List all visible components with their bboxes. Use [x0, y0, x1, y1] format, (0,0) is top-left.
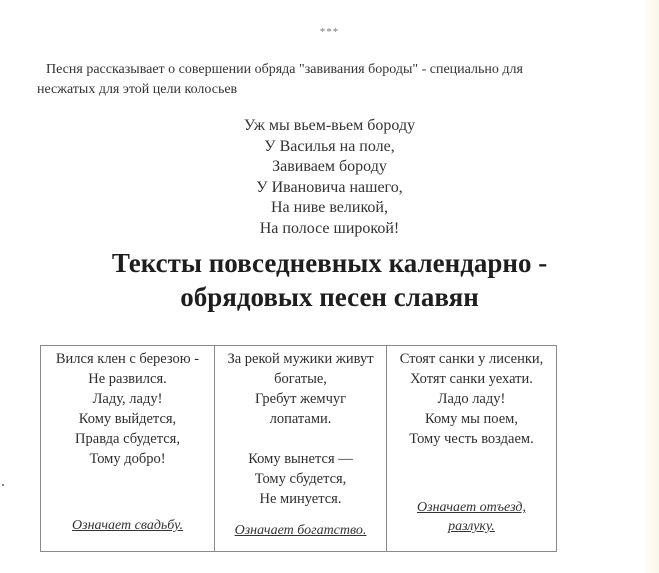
song-line: Гребут жемчуг	[254, 391, 347, 407]
song-line: Ладо ладу!	[437, 391, 506, 407]
poem-line: На ниве великой,	[271, 199, 388, 216]
poem-line: У Василья на поле,	[264, 137, 395, 155]
song-line: Не минуется.	[259, 491, 342, 507]
songs-table	[40, 345, 557, 552]
song-line: Стоят санки у лисенки,	[399, 351, 544, 367]
song-meaning	[387, 498, 556, 536]
intro-paragraph	[37, 60, 637, 100]
song-line: Вился клен с березою -	[55, 351, 200, 367]
song-line: Хотят санки уехати.	[410, 371, 533, 387]
poem-line: У Ивановича нашего,	[256, 178, 403, 196]
poem-line: На полосе широкой!	[259, 219, 400, 237]
song-cell-departure	[386, 346, 556, 551]
song-line: Кому выйдется,	[78, 411, 177, 427]
meaning-line: Означает отъезд,	[417, 500, 526, 515]
song-line: За рекой мужики живут	[227, 351, 374, 367]
song-meaning	[41, 516, 214, 535]
song-line: Не развился.	[88, 371, 167, 387]
song-cell-wedding	[41, 346, 214, 551]
meaning-line: Означает богатство.	[234, 523, 367, 538]
song-line: лопатами.	[269, 411, 332, 427]
section-heading	[0, 246, 659, 314]
scan-speck	[2, 484, 4, 486]
song-line: Тому честь воздаем.	[409, 431, 534, 447]
section-separator: ***	[319, 26, 340, 38]
song-line: Кому мы поем,	[425, 411, 518, 427]
song-line: Кому вынется —	[248, 451, 353, 467]
song-line: Тому добро!	[89, 451, 166, 467]
meaning-line: Означает свадьбу.	[72, 518, 183, 533]
song-meaning	[215, 521, 386, 540]
song-cell-wealth	[214, 346, 386, 551]
meaning-line: разлуку.	[448, 519, 495, 534]
poem-stanza	[0, 116, 659, 239]
song-line: Правда сбудется,	[75, 431, 180, 447]
intro-line: несжатых для этой цели колосьев	[37, 82, 238, 97]
song-line: Тому сбудется,	[254, 471, 347, 487]
poem-line: Завиваем бороду	[272, 158, 387, 175]
stanza-gap	[215, 429, 386, 449]
song-line: Ладу, ладу!	[92, 391, 163, 407]
intro-line: Песня рассказывает о совершении обряда "завивания бороды" - специально для	[46, 62, 523, 77]
heading-line: обрядовых песен славян	[180, 282, 479, 312]
poem-line: Уж мы вьем-вьем бороду	[243, 117, 416, 134]
song-line: богатые,	[274, 371, 327, 387]
heading-line: Тексты повседневных календарно -	[111, 248, 548, 278]
